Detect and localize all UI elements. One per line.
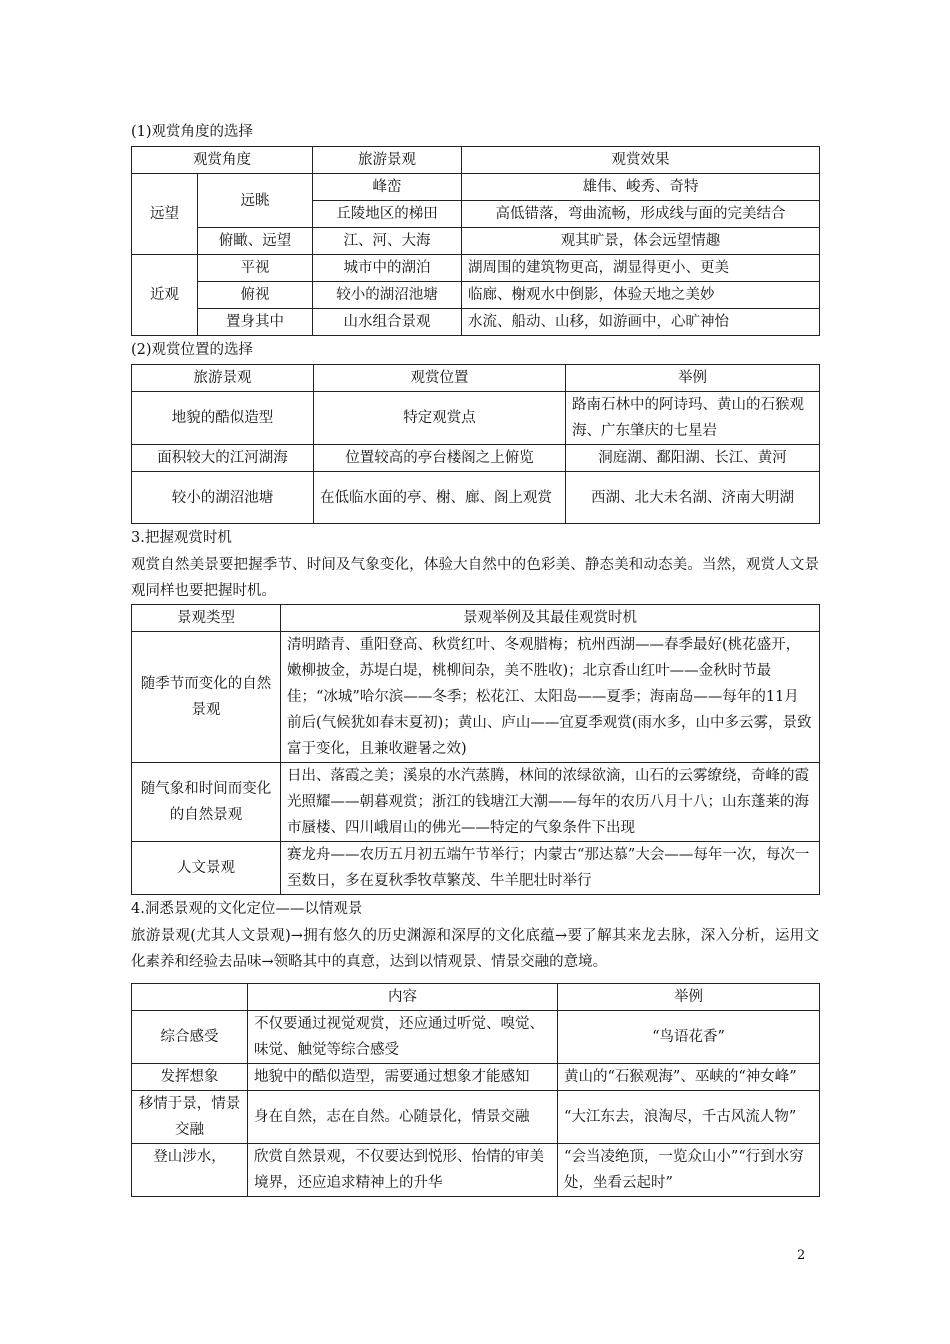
content-cell: 不仅要通过视觉观赏，还应通过听觉、嗅觉、味觉、触觉等综合感受	[248, 1011, 558, 1064]
effect-cell: 观其旷景，体会远望情趣	[462, 228, 820, 255]
header-cell: 景观类型	[132, 605, 281, 632]
position-cell: 在低临水面的亭、榭、廊、阁上观赏	[314, 472, 566, 524]
effect-cell: 湖周围的建筑物更高，湖显得更小、更美	[462, 255, 820, 282]
name-cell: 登山涉水，	[132, 1144, 248, 1197]
table-row	[132, 1064, 820, 1091]
header-cell: 举例	[558, 984, 820, 1011]
document-body	[131, 118, 819, 1197]
table-row	[132, 1011, 820, 1064]
table-row	[132, 472, 820, 524]
table-header-row	[132, 365, 820, 392]
table-viewing-angle	[131, 146, 820, 336]
position-cell: 特定观赏点	[314, 392, 566, 445]
scene-cell: 丘陵地区的梯田	[313, 201, 462, 228]
table-row	[132, 1091, 820, 1144]
name-cell: 移情于景，情景交融	[132, 1091, 248, 1144]
table-viewing-position	[131, 364, 820, 524]
scene-cell: 较小的湖沼池塘	[132, 472, 314, 524]
scene-cell: 城市中的湖泊	[313, 255, 462, 282]
position-cell: 位置较高的亭台楼阁之上俯览	[314, 445, 566, 472]
table-row	[132, 1144, 820, 1197]
scene-cell: 较小的湖沼池塘	[313, 282, 462, 309]
section-title-culture: 4.洞悉景观的文化定位——以情观景	[131, 901, 363, 917]
table-header-row	[132, 605, 820, 632]
example-cell: “大江东去，浪淘尽，千古风流人物”	[558, 1091, 820, 1144]
table-row	[132, 255, 820, 282]
group-label: 远望	[132, 174, 198, 255]
effect-cell: 雄伟、峻秀、奇特	[462, 174, 820, 201]
header-cell: 景观举例及其最佳观赏时机	[281, 605, 820, 632]
table-header-row	[132, 147, 820, 174]
header-cell: 观赏位置	[314, 365, 566, 392]
scene-cell: 峰峦	[313, 174, 462, 201]
table-row	[132, 228, 820, 255]
sub-angle: 置身其中	[198, 309, 313, 336]
detail-cell: 赛龙舟——农历五月初五端午节举行；内蒙古“那达慕”大会——每年一次，每次一至数日，多在夏秋季牧草繁茂、牛羊肥壮时举行	[281, 842, 820, 895]
table-row	[132, 174, 820, 201]
detail-cell: 日出、落霞之美；溪泉的水汽蒸腾，林间的浓绿欲滴，山石的云雾缭绕，奇峰的霞光照耀——朝暮观赏；浙江的钱塘江大潮——每年的农历八月十八；山东蓬莱的海市蜃楼、四川峨眉山的佛光——特定的气象条件下出现	[281, 763, 820, 842]
table-row	[132, 842, 820, 895]
table-row	[132, 763, 820, 842]
type-cell: 随季节而变化的自然景观	[132, 632, 281, 763]
table-timing	[131, 604, 820, 895]
table-row	[132, 309, 820, 336]
header-cell: 旅游景观	[132, 365, 314, 392]
header-cell: 旅游景观	[313, 147, 462, 174]
table-row	[132, 282, 820, 309]
detail-cell: 清明踏青、重阳登高、秋赏红叶、冬观腊梅；杭州西湖——春季最好(桃花盛开，嫩柳披金，苏堤白堤，桃柳间杂，美不胜收)；北京香山红叶——金秋时节最佳；“冰城”哈尔滨——冬季；松花江、太阳岛——夏季；海南岛——每年的11月前后(气候犹如春末夏初)；黄山、庐山——宜夏季观赏(雨水多，山中多云雾，景致富于变化，且兼收避暑之效)	[281, 632, 820, 763]
section-title-viewing-angle: (1)观赏角度的选择	[131, 124, 254, 140]
content-cell: 欣赏自然景观，不仅要达到悦形、怡情的审美境界，还应追求精神上的升华	[248, 1144, 558, 1197]
section-title-timing: 3.把握观赏时机	[131, 530, 232, 546]
effect-cell: 临廊、榭观水中倒影，体验天地之美妙	[462, 282, 820, 309]
sub-angle: 俯瞰、远望	[198, 228, 313, 255]
type-cell: 人文景观	[132, 842, 281, 895]
content-cell: 身在自然，志在自然。心随景化，情景交融	[248, 1091, 558, 1144]
example-cell: “鸟语花香”	[558, 1011, 820, 1064]
header-cell	[132, 984, 248, 1011]
example-cell: 洞庭湖、鄱阳湖、长江、黄河	[566, 445, 820, 472]
table-header-row	[132, 984, 820, 1011]
scene-cell: 江、河、大海	[313, 228, 462, 255]
header-cell: 观赏效果	[462, 147, 820, 174]
sub-angle: 远眺	[198, 174, 313, 228]
header-cell: 举例	[566, 365, 820, 392]
header-cell: 内容	[248, 984, 558, 1011]
name-cell: 发挥想象	[132, 1064, 248, 1091]
name-cell: 综合感受	[132, 1011, 248, 1064]
scene-cell: 地貌的酷似造型	[132, 392, 314, 445]
example-cell: “会当凌绝顶，一览众山小”“行到水穷处，坐看云起时”	[558, 1144, 820, 1197]
example-cell: 黄山的“石猴观海”、巫峡的“神女峰”	[558, 1064, 820, 1091]
table-row	[132, 392, 820, 445]
table-row	[132, 445, 820, 472]
scene-cell: 面积较大的江河湖海	[132, 445, 314, 472]
content-cell: 地貌中的酷似造型，需要通过想象才能感知	[248, 1064, 558, 1091]
effect-cell: 水流、船动、山移，如游画中，心旷神怡	[462, 309, 820, 336]
culture-intro: 旅游景观(尤其人文景观)→拥有悠久的历史渊源和深厚的文化底蕴→要了解其来龙去脉，深入分析，运用文化素养和经验去品味→领略其中的真意，达到以情观景、情景交融的意境。	[131, 928, 819, 970]
section-title-viewing-position: (2)观赏位置的选择	[131, 342, 254, 358]
header-cell: 观赏角度	[132, 147, 313, 174]
table-culture	[131, 983, 820, 1197]
group-label: 近观	[132, 255, 198, 336]
effect-cell: 高低错落，弯曲流畅，形成线与面的完美结合	[462, 201, 820, 228]
page-number: 2	[797, 1248, 806, 1263]
table-row	[132, 632, 820, 763]
scene-cell: 山水组合景观	[313, 309, 462, 336]
example-cell: 西湖、北大未名湖、济南大明湖	[566, 472, 820, 524]
example-cell: 路南石林中的阿诗玛、黄山的石猴观海、广东肇庆的七星岩	[566, 392, 820, 445]
timing-intro: 观赏自然美景要把握季节、时间及气象变化，体验大自然中的色彩美、静态美和动态美。当然，观赏人文景观同样也要把握时机。	[131, 557, 819, 599]
sub-angle: 平视	[198, 255, 313, 282]
sub-angle: 俯视	[198, 282, 313, 309]
type-cell: 随气象和时间而变化的自然景观	[132, 763, 281, 842]
